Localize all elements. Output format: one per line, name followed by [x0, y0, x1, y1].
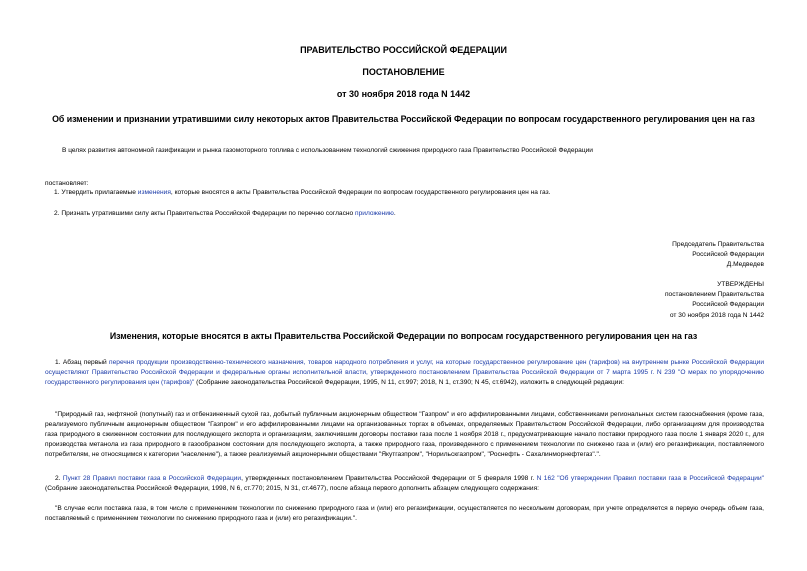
change-2-mid: , утвержденных постановлением Правительства Российской Федерации от 5 февраля 1998 г.	[241, 475, 537, 482]
change-2-num: 2.	[55, 475, 63, 482]
change-2-after: (Собрание законодательства Российской Федерации, 1998, N 6, ст.770; 2015, N 31, ст.4677), после абзаца первого дополнить абзацем следующего содержания:	[45, 484, 540, 492]
gas-rules-link[interactable]: Пункт 28 Правил поставки газа в Российской Федерации	[62, 475, 242, 482]
approval-line-3: Российской Федерации	[692, 301, 764, 309]
product-list-link[interactable]: перечня продукции производственно-технического назначения, товаров народного потребления и услуг, на которые государственное регулирование цен (тарифов) на внутреннем рынке Российской Федерации осуществляют Правительство Российской Федерации и федеральные органы исполнительной власти, утвержденного постановлением Правительства Российской Федерации от 7 марта 1995 г. N 239 "О мерах по упорядочению государственного регулирования цен (тарифов)"	[45, 359, 765, 386]
item-1-before: 1. Утвердить прилагаемые	[54, 189, 138, 196]
change-1-before: 1. Абзац первый	[55, 359, 110, 366]
signature-line-2: Российской Федерации	[692, 251, 764, 259]
signature-line-1: Председатель Правительства	[672, 241, 764, 248]
approval-line-4: от 30 ноября 2018 года N 1442	[669, 311, 764, 319]
item-2-before: 2. Признать утратившими силу акты Правительства Российской Федерации по перечню согласно	[54, 210, 356, 217]
item-1	[54, 188, 774, 198]
quote-2: "В случае если поставка газа, в том числе с применением технологии по снижению природного газа и (или) его регазификации, осуществляется по нескольким договорам, при учете определяется в первую очередь объем газа, поставляемый с применением технологии по снижению природного газа и (или) его регазификации.".	[45, 505, 764, 522]
change-2	[45, 474, 764, 494]
preamble-text: В целях развития автономной газификации и рынка газомоторного топлива с использованием технологий сжижения природного газа Правительство Российской Федерации	[62, 147, 593, 154]
item-1-after: , которые вносятся в акты Правительства Российской Федерации по вопросам государственного регулирования цен на газ.	[170, 189, 551, 196]
resolution-162-link[interactable]: N 162 "Об утверждении Правил поставки газа в Российской Федерации"	[536, 475, 764, 482]
document-type: ПОСТАНОВЛЕНИЕ	[362, 67, 445, 77]
item-2-after: .	[393, 210, 396, 217]
document-title: Об изменении и признании утратившими силу некоторых актов Правительства Российской Федерации по вопросам государственного регулирования цен на газ	[52, 114, 755, 124]
document-date-number: от 30 ноября 2018 года N 1442	[336, 89, 471, 99]
item-2	[54, 209, 774, 219]
appendix-link[interactable]: приложению	[355, 210, 394, 217]
approval-block	[665, 280, 764, 321]
change-1-after: (Собрание законодательства Российской Федерации, 1995, N 11, ст.997; 2018, N 1, ст.390; N 45, ст.6942), изложить в следующей редакции:	[194, 378, 624, 386]
changes-link[interactable]: изменения	[137, 189, 171, 196]
changes-title: Изменения, которые вносятся в акты Правительства Российской Федерации по вопросам государственного регулирования цен на газ	[109, 331, 698, 341]
signature-line-3: Д.Медведев	[726, 261, 764, 269]
quote-1: "Природный газ, нефтяной (попутный) газ и отбензиненный сухой газ, добытый публичным акционерным обществом "Газпром" и его аффилированными лицами, собственниками региональных систем газоснабжения (кроме газа, реализуемого публичным акционерным обществом "Газпром" и его аффилированными лицами на организованных торгах в объемах, определяемых Правительством Российской Федерации, либо организациям для производства газа природного в сжиженном состоянии для последующего экспорта и организациям, заключившим договоры поставки газа после 1 ноября 2018 г., предусматривающие начало поставки природного газа после 1 января 2020 г., для производства метанола из газа природного в газообразном состоянии для последующего экспорта, а также природного газа, произведенного с применением технологии по сниженю газа и (или) его регазификации, поставляемого потребителям, не относящимся к категории "население"), а также реализуемый акционерными обществами "Якутгазпром", "Норильскгазпром", "Роснефть - Сахалинморнефтегаз".".	[45, 411, 764, 458]
approval-line-2: постановлением Правительства	[664, 291, 764, 299]
signature-block	[672, 240, 764, 271]
government-header: ПРАВИТЕЛЬСТВО РОССИЙСКОЙ ФЕДЕРАЦИИ	[300, 45, 507, 55]
resolves-text: постановляет:	[45, 180, 89, 187]
change-1	[45, 358, 764, 388]
approval-line-1: УТВЕРЖДЕНЫ	[717, 281, 764, 288]
